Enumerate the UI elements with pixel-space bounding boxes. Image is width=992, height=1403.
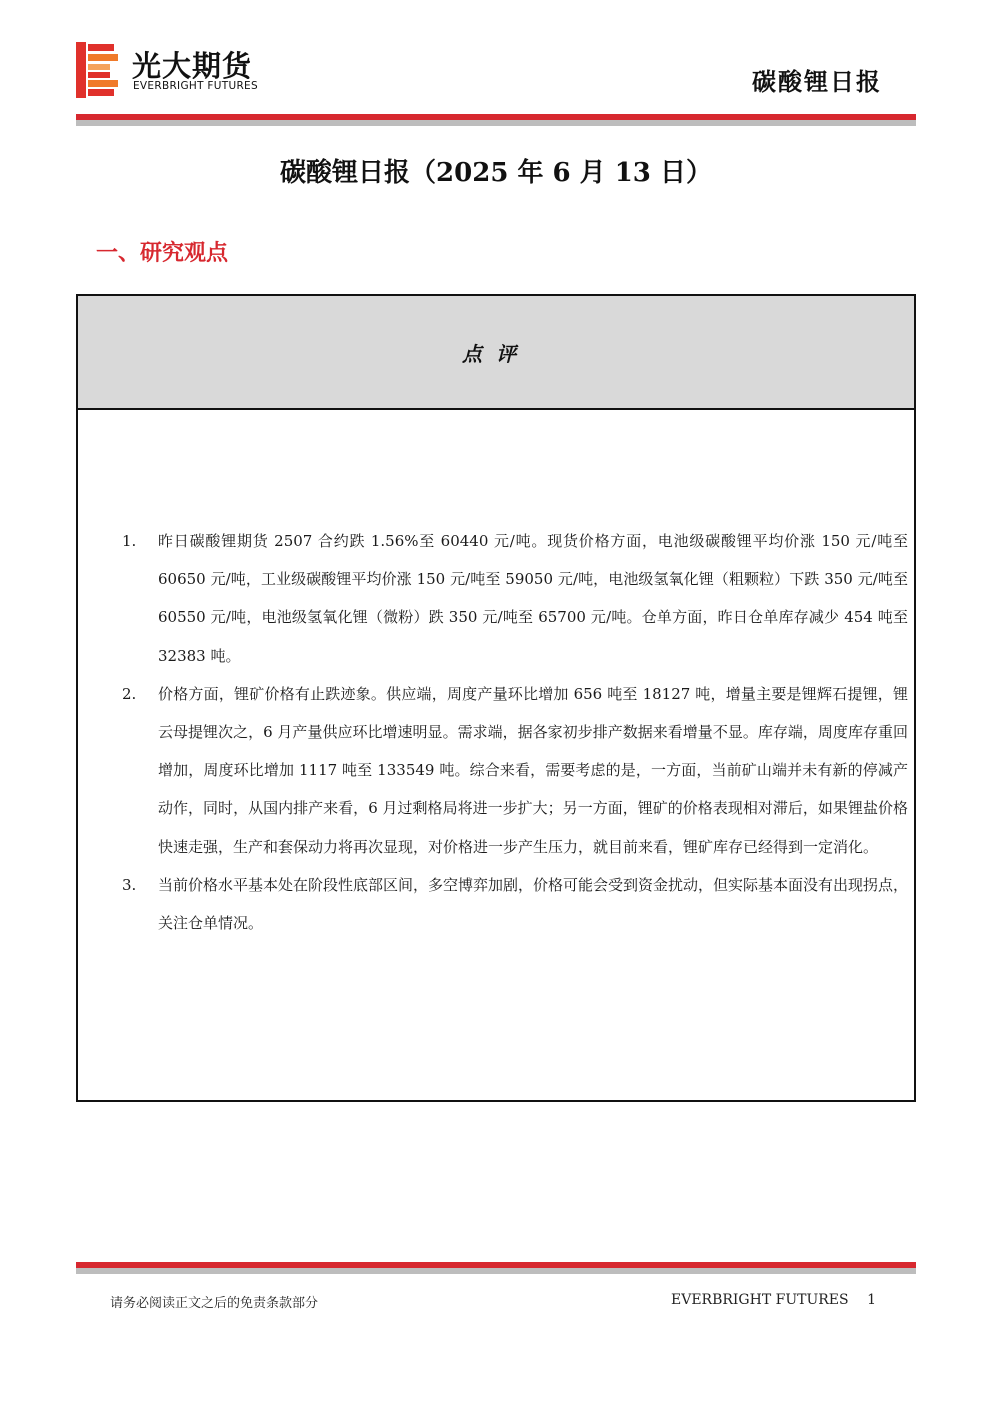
list-item-number: 3.	[122, 875, 137, 894]
commentary-table	[76, 294, 916, 1102]
table-header-label: 点评	[462, 341, 530, 366]
footer-disclaimer: 请务必阅读正文之后的免责条款部分	[110, 1296, 319, 1311]
commentary-list	[122, 522, 908, 942]
page-number: 1	[867, 1292, 876, 1308]
commentary-table-header	[78, 296, 914, 410]
report-title: 碳酸锂日报（2025 年 6 月 13 日）	[280, 158, 712, 188]
section-heading: 一、研究观点	[96, 241, 229, 266]
list-item-text: 价格方面，锂矿价格有止跌迹象。供应端，周度产量环比增加 656 吨至 18127 吨，增量主要是锂辉石提锂，锂云母提锂次之，6 月产量供应环比增速明显。需求端，据各家初步排产数据来看增量不显。库存端，周度库存重回增加，周度环比增加 1117 吨至 133549 吨。综合来看，需要考虑的是，一方面，当前矿山端并未有新的停减产动作，同时，从国内排产来看，6 月过剩格局将进一步扩大；另一方面，锂矿的价格表现相对滞后，如果锂盐价格快速走强，生产和套保动力将再次显现，对价格进一步产生压力，就目前来看，锂矿库存已经得到一定消化。	[158, 684, 908, 856]
header-rule	[76, 114, 916, 126]
list-item	[122, 675, 908, 866]
logo-english-name: EVERBRIGHT FUTURES	[133, 80, 258, 92]
everbright-logo-icon	[76, 42, 120, 98]
list-item-text: 昨日碳酸锂期货 2507 合约跌 1.56%至 60440 元/吨。现货价格方面，电池级碳酸锂平均价涨 150 元/吨至 60650 元/吨，工业级碳酸锂平均价涨 150 元/吨至 59050 元/吨，电池级氢氧化锂（粗颗粒）下跌 350 元/吨至 60550 元/吨，电池级氢氧化锂（微粉）跌 350 元/吨至 65700 元/吨。仓单方面，昨日仓单库存减少 454 吨至 32383 吨。	[158, 532, 908, 665]
list-item	[122, 866, 908, 942]
list-item-text: 当前价格水平基本处在阶段性底部区间，多空博弈加剧，价格可能会受到资金扰动，但实际基本面没有出现拐点，关注仓单情况。	[158, 875, 909, 933]
list-item-number: 2.	[122, 684, 137, 703]
footer-company: EVERBRIGHT FUTURES	[670, 1292, 849, 1308]
list-item-number: 1.	[122, 532, 137, 550]
header-report-name: 碳酸锂日报	[752, 68, 882, 96]
company-logo	[76, 42, 296, 98]
logo-chinese-name: 光大期货	[132, 49, 253, 83]
footer-company-page	[671, 1292, 876, 1308]
list-item	[122, 522, 908, 675]
footer-rule	[76, 1262, 916, 1274]
